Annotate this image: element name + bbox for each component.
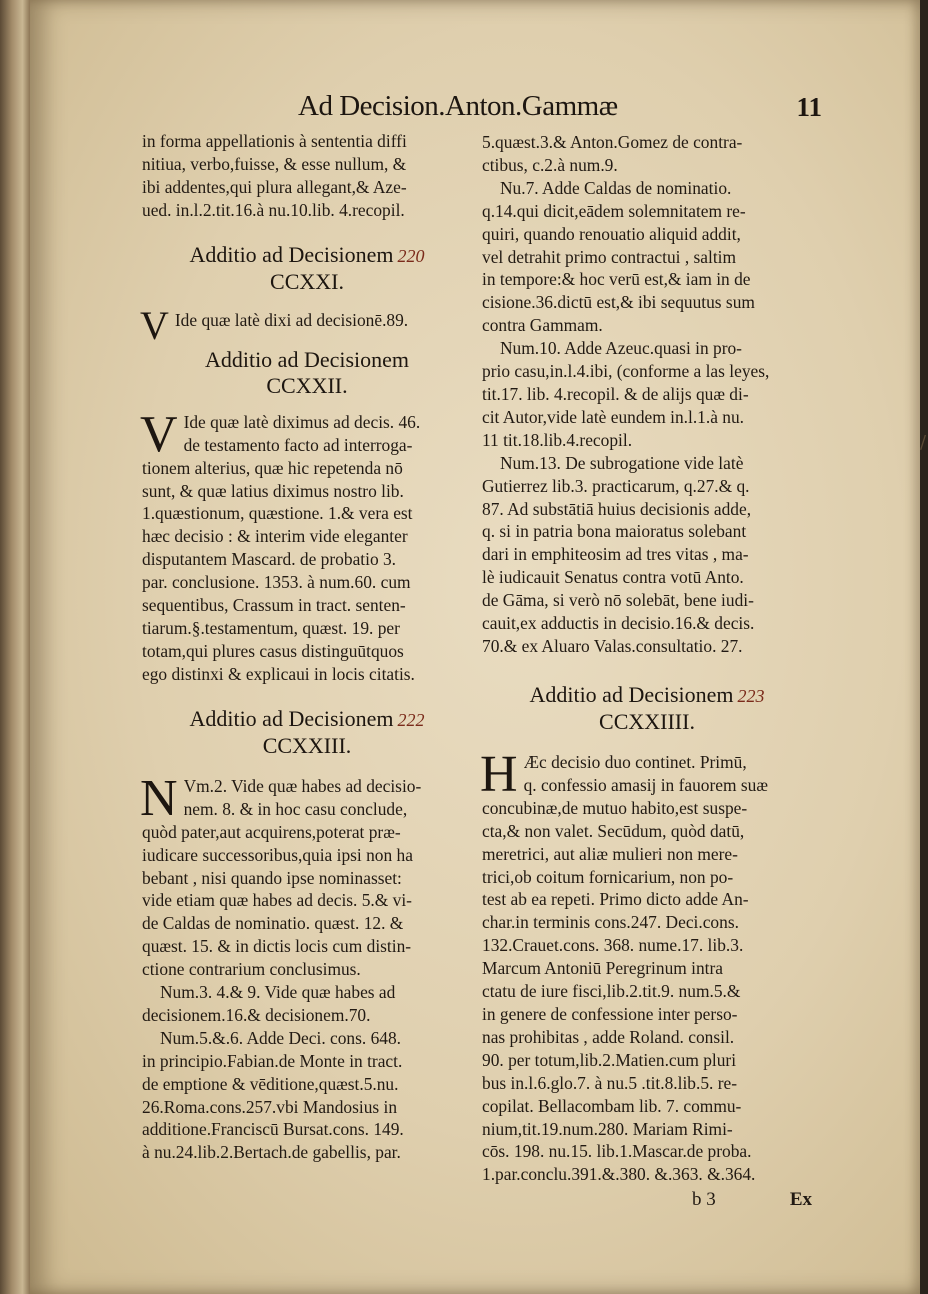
section-heading-ccxxiii [142, 706, 472, 759]
heading-number: CCXXIIII. [599, 708, 695, 734]
text-line: in tempore:& hoc verū est,& iam in de [482, 269, 751, 290]
text-line: q. si in patria bona maioratus solebant [482, 521, 747, 542]
handwritten-note: 220 [397, 245, 425, 266]
heading-number: CCXXII. [266, 372, 348, 398]
heading-title: Additio ad Decisionem [529, 681, 734, 707]
text-line: in genere de confessione inter perso- [482, 1004, 738, 1024]
right-paragraph-1 [482, 131, 812, 177]
text-line: meretrici, aut aliæ mulieri non mere- [482, 843, 738, 864]
text-line: additione.Franciscū Bursat.cons. 149. [142, 1119, 404, 1140]
text-line: char.in terminis cons.247. Deci.cons. [482, 912, 739, 933]
text-line: nas prohibitas , adde Roland. consil. [482, 1026, 735, 1047]
text-line: nitiua, verbo,fuisse, & esse nullum, & [142, 153, 407, 174]
text-line: nem. 8. & in hoc casu conclude, [183, 798, 408, 819]
text-line: de testamento facto ad interroga- [183, 434, 413, 455]
text-line: ctatu de iure fisci,lib.2.tit.9. num.5.& [482, 981, 741, 1002]
drop-cap: N [140, 769, 178, 827]
text-line: Marcum Antoniū Peregrinum intra [482, 958, 724, 979]
heading-title: Additio ad Decisionem [189, 705, 394, 731]
section-heading-ccxxi [142, 242, 472, 295]
text-line: 11 tit.18.lib.4.recopil. [482, 429, 633, 450]
book-page [30, 0, 927, 1294]
text-line: ued. in.l.2.tit.16.à nu.10.lib. 4.recopil. [142, 199, 405, 220]
text-line: dari in emphiteosim ad tres vitas , ma- [482, 544, 749, 565]
text-line: Ide quæ latè dixi ad decisionē.89. [174, 309, 409, 330]
text-line: Gutierrez lib.3. practicarum, q.27.& q. [482, 475, 750, 496]
text-line: lè iudicauit Senatus contra votū Anto. [482, 567, 744, 588]
text-line: in forma appellationis à sententia diffi [142, 131, 407, 151]
text-line: 26.Roma.cons.257.vbi Mandosius in [142, 1096, 398, 1117]
text-line: à nu.24.lib.2.Bertach.de gabellis, par. [142, 1142, 401, 1163]
text-line: 132.Crauet.cons. 368. nume.17. lib.3. [482, 935, 744, 956]
handwritten-note: 223 [737, 685, 765, 706]
text-line: 70.& ex Aluaro Valas.consultatio. 27. [482, 635, 743, 656]
text-line: in principio.Fabian.de Monte in tract. [142, 1050, 403, 1071]
text-line: Num.5.&.6. Adde Deci. cons. 648. [160, 1027, 402, 1048]
handwritten-note: 222 [397, 709, 425, 730]
text-line: Num.10. Adde Azeuc.quasi in pro- [500, 338, 742, 359]
text-line: quiri, quando renouatio aliquid addit, [482, 223, 741, 244]
text-line: concubinæ,de mutuo habito,est suspe- [482, 797, 748, 818]
text-line: vel detrahit primo contractui , saltim [482, 246, 737, 267]
text-line: disputantem Mascard. de probatio 3. [142, 549, 397, 570]
text-line: quòd pater,aut acquirens,poterat præ- [142, 821, 401, 842]
text-line: de emptione & vēditione,quæst.5.nu. [142, 1073, 399, 1094]
text-line: decisionem.16.& decisionem.70. [142, 1004, 371, 1025]
left-paragraph-1 [142, 130, 472, 222]
text-line: cit Autor,vide latè eundem in.l.1.à nu. [482, 406, 745, 427]
section-heading-ccxxii [142, 347, 472, 399]
text-line: nium,tit.19.num.280. Mariam Rimi- [482, 1118, 733, 1139]
text-line: q. confessio amasij in fauorem suæ [523, 774, 768, 795]
right-paragraph-5 [480, 745, 812, 1211]
text-line: Æc decisio duo continet. Primū, [523, 751, 747, 772]
text-line: Nu.7. Adde Caldas de nominatio. [500, 177, 732, 198]
text-line: contra Gammam. [482, 315, 603, 336]
signature-mark: b 3 [692, 1189, 716, 1211]
text-line: cta,& non valet. Secūdum, quòd datū, [482, 820, 745, 841]
text-line: Num.3. 4.& 9. Vide quæ habes ad [160, 982, 396, 1003]
text-line: quæst. 15. & in dictis locis cum distin- [142, 936, 412, 957]
catchword: Ex [789, 1189, 812, 1211]
text-line: tionem alterius, quæ hic repetenda nō [142, 457, 403, 478]
text-line: ibi addentes,qui plura allegant,& Aze- [142, 176, 407, 197]
running-title: Ad Decision.Anton.Gammæ [298, 90, 618, 122]
drop-cap: V [140, 302, 169, 348]
drop-cap: H [480, 745, 518, 803]
left-paragraph-5 [142, 981, 472, 1164]
text-line: hæc decisio : & interim vide eleganter [142, 526, 408, 547]
text-line: test ab ea repeti. Primo dicto adde An- [482, 889, 749, 910]
text-line: 87. Ad substātiā huius decisionis adde, [482, 498, 752, 519]
right-paragraph-2 [482, 177, 812, 337]
heading-number: CCXXI. [270, 268, 344, 294]
text-line: 90. per totum,lib.2.Matien.cum pluri [482, 1049, 737, 1070]
drop-cap: V [140, 405, 178, 463]
text-line: ctibus, c.2.à num.9. [482, 154, 618, 175]
text-line: Num.13. De subrogatione vide latè [500, 452, 744, 473]
margin-mark: / [920, 432, 927, 453]
text-line: cisione.36.dictū est,& ibi sequutus sum [482, 292, 755, 313]
heading-title: Additio ad Decisionem [189, 241, 394, 267]
text-line: Ide quæ latè diximus ad decis. 46. [183, 411, 421, 432]
section-heading-ccxxiiii [482, 682, 812, 735]
text-line: vide etiam quæ habes ad decis. 5.& vi- [142, 890, 412, 911]
text-line: q.14.qui dicit,eādem solemnitatem re- [482, 200, 746, 221]
page-header [30, 90, 920, 130]
text-line: sunt, & quæ latius diximus nostro lib. [142, 480, 404, 501]
text-line: prio casu,in.l.4.ibi, (conforme a las leyes, [482, 361, 770, 382]
text-line: copilat. Bellacombam lib. 7. commu- [482, 1095, 742, 1116]
text-line: cōs. 198. nu.15. lib.1.Mascar.de proba. [482, 1141, 752, 1162]
text-line: ego distinxi & explicaui in locis citatis. [142, 663, 415, 684]
text-line: par. conclusione. 1353. à num.60. cum [142, 572, 411, 593]
folio-number: 11 [796, 92, 822, 122]
text-line: bebant , nisi quando ipse nominasset: [142, 867, 402, 888]
text-line: iudicare successoribus,quia ipsi non ha [142, 844, 413, 865]
left-paragraph-2 [140, 302, 472, 348]
left-column [142, 130, 472, 1164]
right-column [480, 131, 812, 1211]
text-line: de Caldas de nominatio. quæst. 12. & [142, 913, 404, 934]
text-line: ctione contrarium conclusimus. [142, 959, 361, 980]
text-line: tit.17. lib. 4.recopil. & de alijs quæ di- [482, 383, 749, 404]
left-paragraph-3 [140, 405, 472, 686]
heading-title: Additio ad Decisionem [204, 346, 410, 372]
right-paragraph-3 [482, 337, 812, 452]
text-line: tiarum.§.testamentum, quæst. 19. per [142, 617, 400, 638]
text-line: cauit,ex adductis in decisio.16.& decis. [482, 613, 755, 634]
text-line: 5.quæst.3.& Anton.Gomez de contra- [482, 132, 743, 152]
right-paragraph-4 [482, 452, 812, 658]
text-line: trici,ob coitum fornicarium, non po- [482, 866, 734, 887]
text-line: totam,qui plures casus distinguūtquos [142, 640, 404, 661]
left-paragraph-4 [140, 769, 472, 981]
text-line: 1.quæstionum, quæstione. 1.& vera est [142, 503, 413, 524]
text-line: de Gāma, si verò nō solebāt, bene iudi- [482, 590, 754, 611]
heading-number: CCXXIII. [262, 732, 352, 758]
left-page-edge [0, 0, 30, 1294]
text-line: Vm.2. Vide quæ habes ad decisio- [183, 775, 422, 796]
text-line: 1.par.conclu.391.&.380. &.363. &.364. [482, 1164, 756, 1185]
text-line: bus in.l.6.glo.7. à nu.5 .tit.8.lib.5. re- [482, 1072, 738, 1093]
text-line: sequentibus, Crassum in tract. senten- [142, 595, 406, 616]
